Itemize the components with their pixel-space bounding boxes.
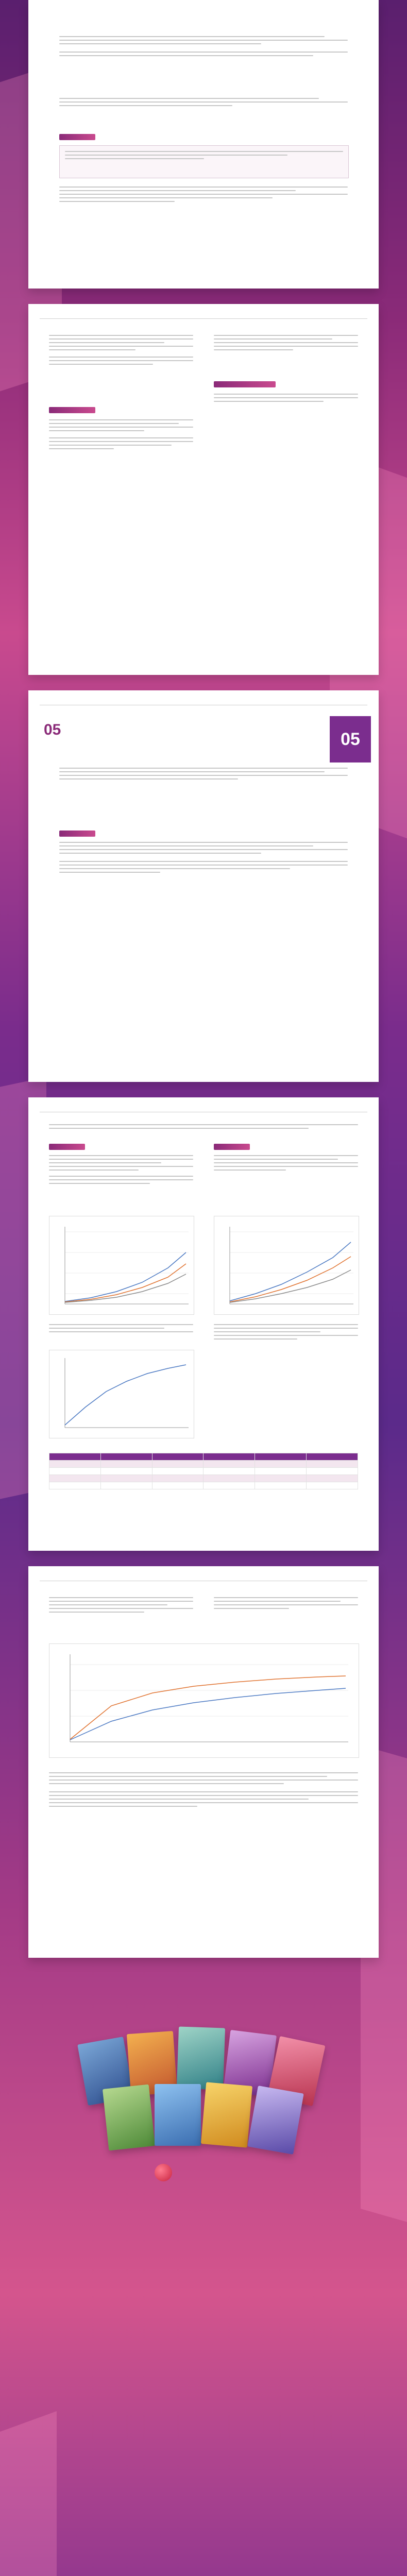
figure-left (49, 1216, 194, 1315)
figure-bottom-svg (49, 1644, 359, 1757)
page-4-col-left (49, 1155, 193, 1187)
figure-left-2-series-1 (65, 1365, 186, 1425)
page-5-col-right (214, 1597, 358, 1612)
page-sheet-3 (28, 690, 379, 1082)
table-row (49, 1461, 358, 1468)
page-2-col-right (214, 335, 358, 353)
table-row (49, 1475, 358, 1482)
page-1-section-tag (59, 134, 95, 140)
page-3-section-tag (59, 831, 95, 837)
book-cover (103, 2084, 155, 2151)
chapter-badge: 05 (330, 716, 371, 762)
page-2-col-right-2 (214, 394, 358, 404)
figure-bottom (49, 1643, 359, 1758)
page-1-text-3 (59, 187, 348, 205)
brand-logo-icon (155, 2164, 172, 2181)
page-5-text (49, 1772, 358, 1809)
book-cover (177, 2026, 225, 2090)
figure-right (214, 1216, 359, 1315)
figure-right-svg (214, 1216, 359, 1314)
page-1-note-box (59, 145, 349, 178)
book-cover (201, 2082, 252, 2147)
page-4-section-tag-right (214, 1144, 250, 1150)
page-3-text (59, 842, 348, 875)
page-sheet-5 (28, 1566, 379, 1958)
page-4-col-right (214, 1155, 358, 1173)
data-table (49, 1453, 358, 1489)
figure-bottom-series-1 (70, 1676, 346, 1739)
figure-left-2-svg (49, 1350, 194, 1438)
figure-right-series-1 (230, 1242, 351, 1301)
page-sheet-4 (28, 1097, 379, 1551)
page-2-section-tag-left (49, 407, 95, 413)
chapter-intro (59, 768, 348, 782)
page-4-text-after-figures (49, 1324, 193, 1335)
figure-left-series-2 (65, 1264, 186, 1302)
page-2-col-left-2 (49, 419, 193, 452)
page-sheet-2 (28, 304, 379, 675)
page-1-text-2 (59, 98, 348, 109)
figure-bottom-series-2 (70, 1688, 346, 1740)
table-header-row (49, 1453, 358, 1461)
book-cover (247, 2086, 303, 2155)
page-4-section-tag-left (49, 1144, 85, 1150)
page-2-section-tag-right (214, 381, 276, 387)
page-5-col-left (49, 1597, 193, 1615)
table-row (49, 1468, 358, 1475)
figure-left-2 (49, 1350, 194, 1438)
page-4-col-right-2 (214, 1324, 358, 1342)
brand-logo (155, 2164, 176, 2181)
page-2-col-left (49, 335, 193, 367)
page-1-text (59, 36, 348, 59)
figure-left-svg (49, 1216, 194, 1314)
page-4-intro (49, 1124, 358, 1131)
page-sheet-1 (28, 0, 379, 289)
chapter-number: 05 (44, 721, 61, 738)
table-row (49, 1482, 358, 1489)
book-cover (155, 2084, 201, 2146)
